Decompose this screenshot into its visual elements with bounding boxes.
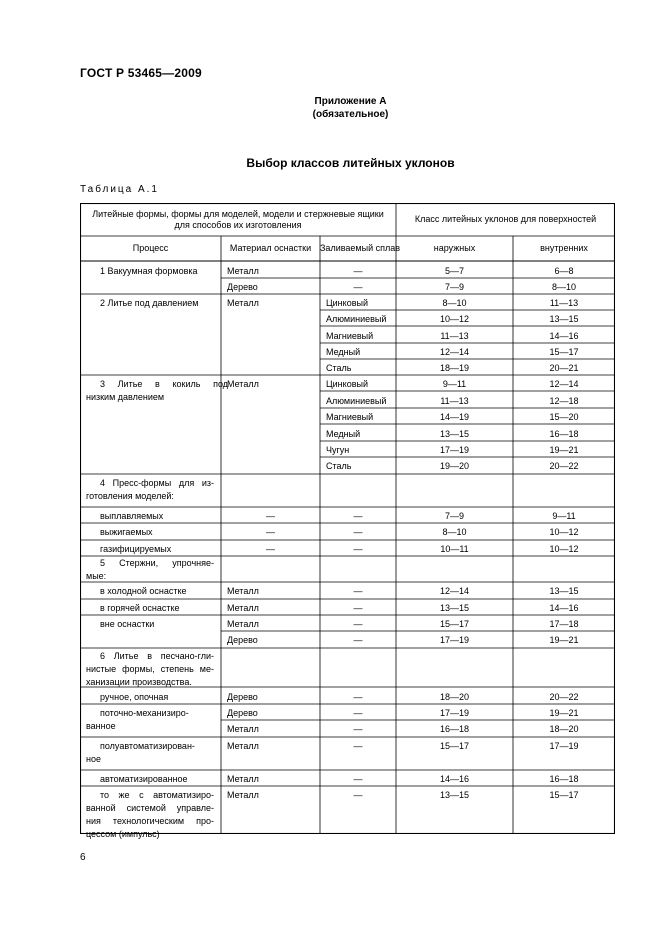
- process-cell: [86, 708, 189, 732]
- outer-cell: 7—9: [444, 282, 464, 292]
- process-cell: выплавляемых: [100, 511, 164, 521]
- inner-cell: 12—18: [549, 396, 579, 406]
- annex-status: (обязательное): [312, 109, 389, 120]
- process-line: поточно-механизиро-: [100, 708, 189, 718]
- inner-cell: 15—20: [549, 412, 579, 422]
- material-cell: Дерево: [227, 635, 258, 645]
- process-line: ханизации производства.: [86, 677, 192, 687]
- process-cell: [86, 379, 228, 403]
- inner-cell: 12—14: [549, 379, 579, 389]
- outer-cell: 11—13: [440, 396, 469, 406]
- process-cell: 2 Литье под давлением: [100, 298, 199, 308]
- alloy-cell: —: [353, 708, 363, 718]
- outer-cell: 18—20: [439, 692, 470, 702]
- outer-cell: 8—10: [442, 527, 467, 537]
- alloy-cell: —: [353, 603, 363, 613]
- process-cell: выжигаемых: [100, 527, 153, 537]
- outer-cell: 15—17: [439, 741, 470, 751]
- process-cell: автоматизированное: [100, 774, 188, 784]
- process-line: ное: [86, 754, 101, 764]
- inner-cell: 19—21: [549, 635, 579, 645]
- header-outer: наружных: [433, 243, 476, 253]
- material-cell: Металл: [227, 266, 259, 276]
- process-line: 5 Стержни, упрочняе-: [100, 558, 214, 568]
- table-label: Таблица А.1: [80, 184, 159, 195]
- alloy-cell: Алюминиевый: [326, 396, 387, 406]
- alloy-cell: Чугун: [326, 445, 350, 455]
- outer-cell: 12—14: [439, 586, 470, 596]
- process-line: готовления моделей:: [86, 491, 174, 501]
- process-line: полуавтоматизирован-: [100, 741, 195, 751]
- process-cell: [86, 651, 214, 688]
- alloy-cell: —: [353, 511, 363, 521]
- process-cell: [86, 558, 214, 582]
- inner-cell: 16—18: [549, 774, 579, 784]
- outer-cell: 13—15: [439, 603, 470, 613]
- outer-cell: 18—19: [439, 363, 470, 373]
- process-cell: [86, 790, 214, 840]
- inner-cell: 18—20: [549, 724, 579, 734]
- inner-cell: 17—18: [549, 619, 579, 629]
- process-cell: [86, 478, 214, 502]
- inner-cell: 11—13: [549, 298, 579, 308]
- material-cell: Дерево: [227, 282, 258, 292]
- inner-cell: 20—22: [549, 692, 579, 702]
- alloy-cell: —: [353, 724, 363, 734]
- inner-cell: 15—17: [549, 347, 579, 357]
- outer-cell: 19—20: [439, 461, 470, 471]
- outer-cell: 17—19: [439, 445, 470, 455]
- outer-cell: 11—13: [440, 331, 469, 341]
- alloy-cell: —: [353, 774, 363, 784]
- alloy-cell: —: [353, 619, 363, 629]
- process-cell: газифицируемых: [100, 544, 172, 554]
- alloy-cell: —: [353, 741, 363, 751]
- alloy-cell: —: [353, 692, 363, 702]
- annex-heading: [0, 95, 661, 121]
- alloy-cell: Сталь: [326, 363, 352, 373]
- inner-cell: 20—21: [549, 363, 579, 373]
- inner-cell: 14—16: [549, 331, 579, 341]
- inner-cell: 14—16: [549, 603, 579, 613]
- inner-cell: 8—10: [551, 282, 577, 292]
- process-line: 6 Литье в песчано-гли-: [100, 651, 214, 661]
- outer-cell: 15—17: [439, 619, 470, 629]
- alloy-cell: —: [353, 790, 363, 800]
- inner-cell: 10—12: [549, 544, 579, 554]
- outer-cell: 10—11: [440, 544, 469, 554]
- draft-classes-table: [80, 203, 615, 839]
- process-cell: ручное, опочная: [100, 692, 169, 702]
- outer-cell: 14—19: [439, 412, 470, 422]
- alloy-cell: Медный: [326, 347, 361, 357]
- alloy-cell: —: [353, 635, 363, 645]
- inner-cell: 15—17: [549, 790, 579, 800]
- outer-cell: 8—10: [442, 298, 467, 308]
- material-cell: Дерево: [227, 708, 258, 718]
- inner-cell: 16—18: [549, 429, 579, 439]
- header-alloy: Заливаемый сплав: [320, 243, 401, 253]
- outer-cell: 17—19: [439, 635, 470, 645]
- outer-cell: 10—12: [439, 314, 470, 324]
- outer-cell: 7—9: [444, 511, 464, 521]
- material-cell: Металл: [227, 724, 259, 734]
- process-line: ния технологическим про-: [86, 816, 214, 826]
- inner-cell: 17—19: [549, 741, 579, 751]
- header-process: Процесс: [132, 243, 169, 253]
- material-cell: Металл: [227, 298, 259, 308]
- header-inner: внутренних: [540, 243, 588, 253]
- process-line: ванное: [86, 721, 116, 731]
- material-cell: Металл: [227, 586, 259, 596]
- alloy-cell: Цинковый: [326, 379, 368, 389]
- material-cell: Металл: [227, 790, 259, 800]
- process-line: то же с автоматизиро-: [100, 790, 214, 800]
- standard-number: ГОСТ Р 53465—2009: [80, 66, 202, 80]
- outer-cell: 14—16: [439, 774, 470, 784]
- process-line: нистые формы, степень ме-: [86, 664, 214, 674]
- alloy-cell: —: [353, 266, 363, 276]
- process-cell: вне оснастки: [100, 619, 155, 629]
- alloy-cell: Цинковый: [326, 298, 368, 308]
- alloy-cell: —: [353, 282, 363, 292]
- outer-cell: 12—14: [439, 347, 470, 357]
- page-title: Выбор классов литейных уклонов: [246, 156, 455, 170]
- alloy-cell: Медный: [326, 429, 361, 439]
- process-line: 4 Пресс-формы для из-: [100, 478, 214, 488]
- outer-cell: 13—15: [439, 429, 470, 439]
- inner-cell: 13—15: [549, 586, 579, 596]
- material-cell: Металл: [227, 741, 259, 751]
- alloy-cell: Алюминиевый: [326, 314, 387, 324]
- annex-label: Приложение А: [314, 96, 387, 107]
- inner-cell: 10—12: [549, 527, 579, 537]
- process-cell: в холодной оснастке: [100, 586, 187, 596]
- process-line: цессом (импульс): [86, 829, 160, 839]
- page-number: 6: [80, 852, 86, 863]
- header-group-right: Класс литейных уклонов для поверхностей: [414, 214, 597, 224]
- header-material: Материал оснастки: [229, 243, 312, 253]
- material-cell: —: [266, 527, 275, 537]
- alloy-cell: Магниевый: [326, 412, 374, 422]
- process-line: низким давлением: [86, 392, 165, 402]
- inner-cell: 19—21: [549, 708, 579, 718]
- process-cell: [86, 741, 195, 765]
- header-group-left-line2: для способов их изготовления: [174, 220, 302, 230]
- outer-cell: 5—7: [444, 266, 464, 276]
- material-cell: —: [266, 544, 275, 554]
- process-cell: в горячей оснастке: [100, 603, 180, 613]
- outer-cell: 9—11: [442, 379, 467, 389]
- material-cell: Металл: [227, 774, 259, 784]
- alloy-cell: —: [353, 544, 363, 554]
- material-cell: —: [266, 511, 275, 521]
- header-group-left: [80, 209, 396, 231]
- inner-cell: 20—22: [549, 461, 579, 471]
- process-cell: 1 Вакуумная формовка: [100, 266, 198, 276]
- alloy-cell: Сталь: [326, 461, 352, 471]
- outer-cell: 17—19: [439, 708, 470, 718]
- inner-cell: 9—11: [552, 511, 576, 521]
- alloy-cell: —: [353, 586, 363, 596]
- outer-cell: 16—18: [439, 724, 470, 734]
- process-line: ванной системой управле-: [86, 803, 214, 813]
- inner-cell: 13—15: [549, 314, 579, 324]
- inner-cell: 6—8: [554, 266, 574, 276]
- alloy-cell: Магниевый: [326, 331, 374, 341]
- outer-cell: 13—15: [439, 790, 470, 800]
- material-cell: Металл: [227, 379, 259, 389]
- material-cell: Металл: [227, 619, 259, 629]
- material-cell: Металл: [227, 603, 259, 613]
- material-cell: Дерево: [227, 692, 258, 702]
- process-line: мые:: [86, 571, 107, 581]
- alloy-cell: —: [353, 527, 363, 537]
- header-group-left-line1: Литейные формы, формы для моделей, модели и стержневые ящики: [92, 209, 384, 219]
- process-line: 3 Литье в кокиль под: [100, 379, 228, 389]
- inner-cell: 19—21: [549, 445, 579, 455]
